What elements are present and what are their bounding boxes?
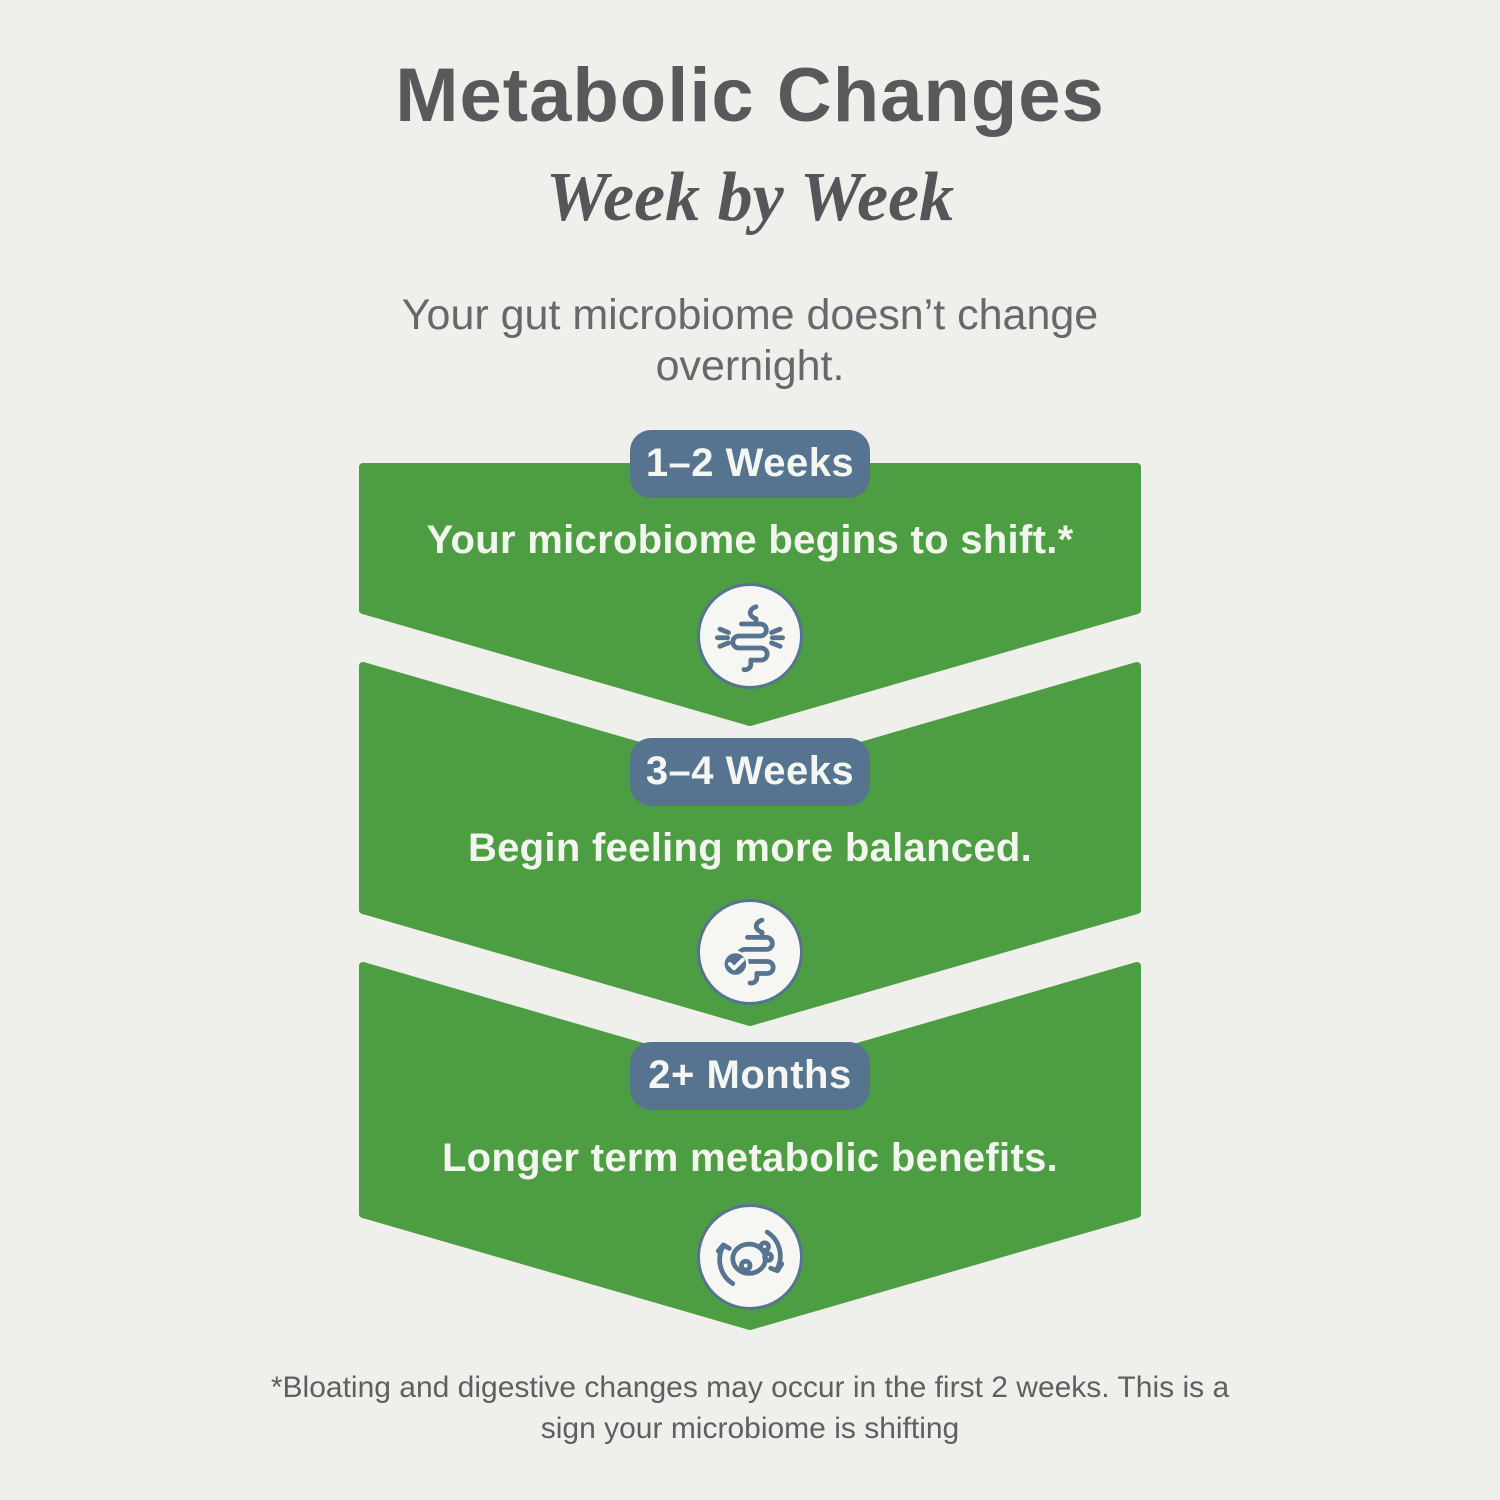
footnote-line-1: *Bloating and digestive changes may occur in the first 2 weeks. This is a <box>270 1371 1230 1404</box>
stage-3-icon-circle <box>697 1204 803 1310</box>
stage-2-badge: 3–4 Weeks <box>630 738 870 806</box>
stage-3-text: Longer term metabolic benefits. <box>441 1136 1059 1180</box>
footnote <box>250 1368 1250 1449</box>
stage-1-icon-circle <box>697 583 803 689</box>
stage-2-text: Begin feeling more balanced. <box>467 826 1033 870</box>
page-title-italic: Week by Week <box>545 159 955 236</box>
description-line-2: overnight. <box>655 341 845 390</box>
page-title: Metabolic Changes <box>395 53 1105 138</box>
footnote-line-2: sign your microbiome is shifting <box>540 1411 960 1445</box>
metabolism-cycle-icon <box>707 1214 793 1300</box>
description-line-1: Your gut microbiome doesn’t change <box>401 291 1099 339</box>
gut-shift-icon <box>707 593 793 679</box>
stage-3-badge: 2+ Months <box>630 1042 870 1110</box>
stage-1-text: Your microbiome begins to shift.* <box>426 518 1074 562</box>
stage-1-badge: 1–2 Weeks <box>630 430 870 498</box>
stage-2-icon-circle <box>697 899 803 1005</box>
gut-check-icon <box>707 909 793 995</box>
